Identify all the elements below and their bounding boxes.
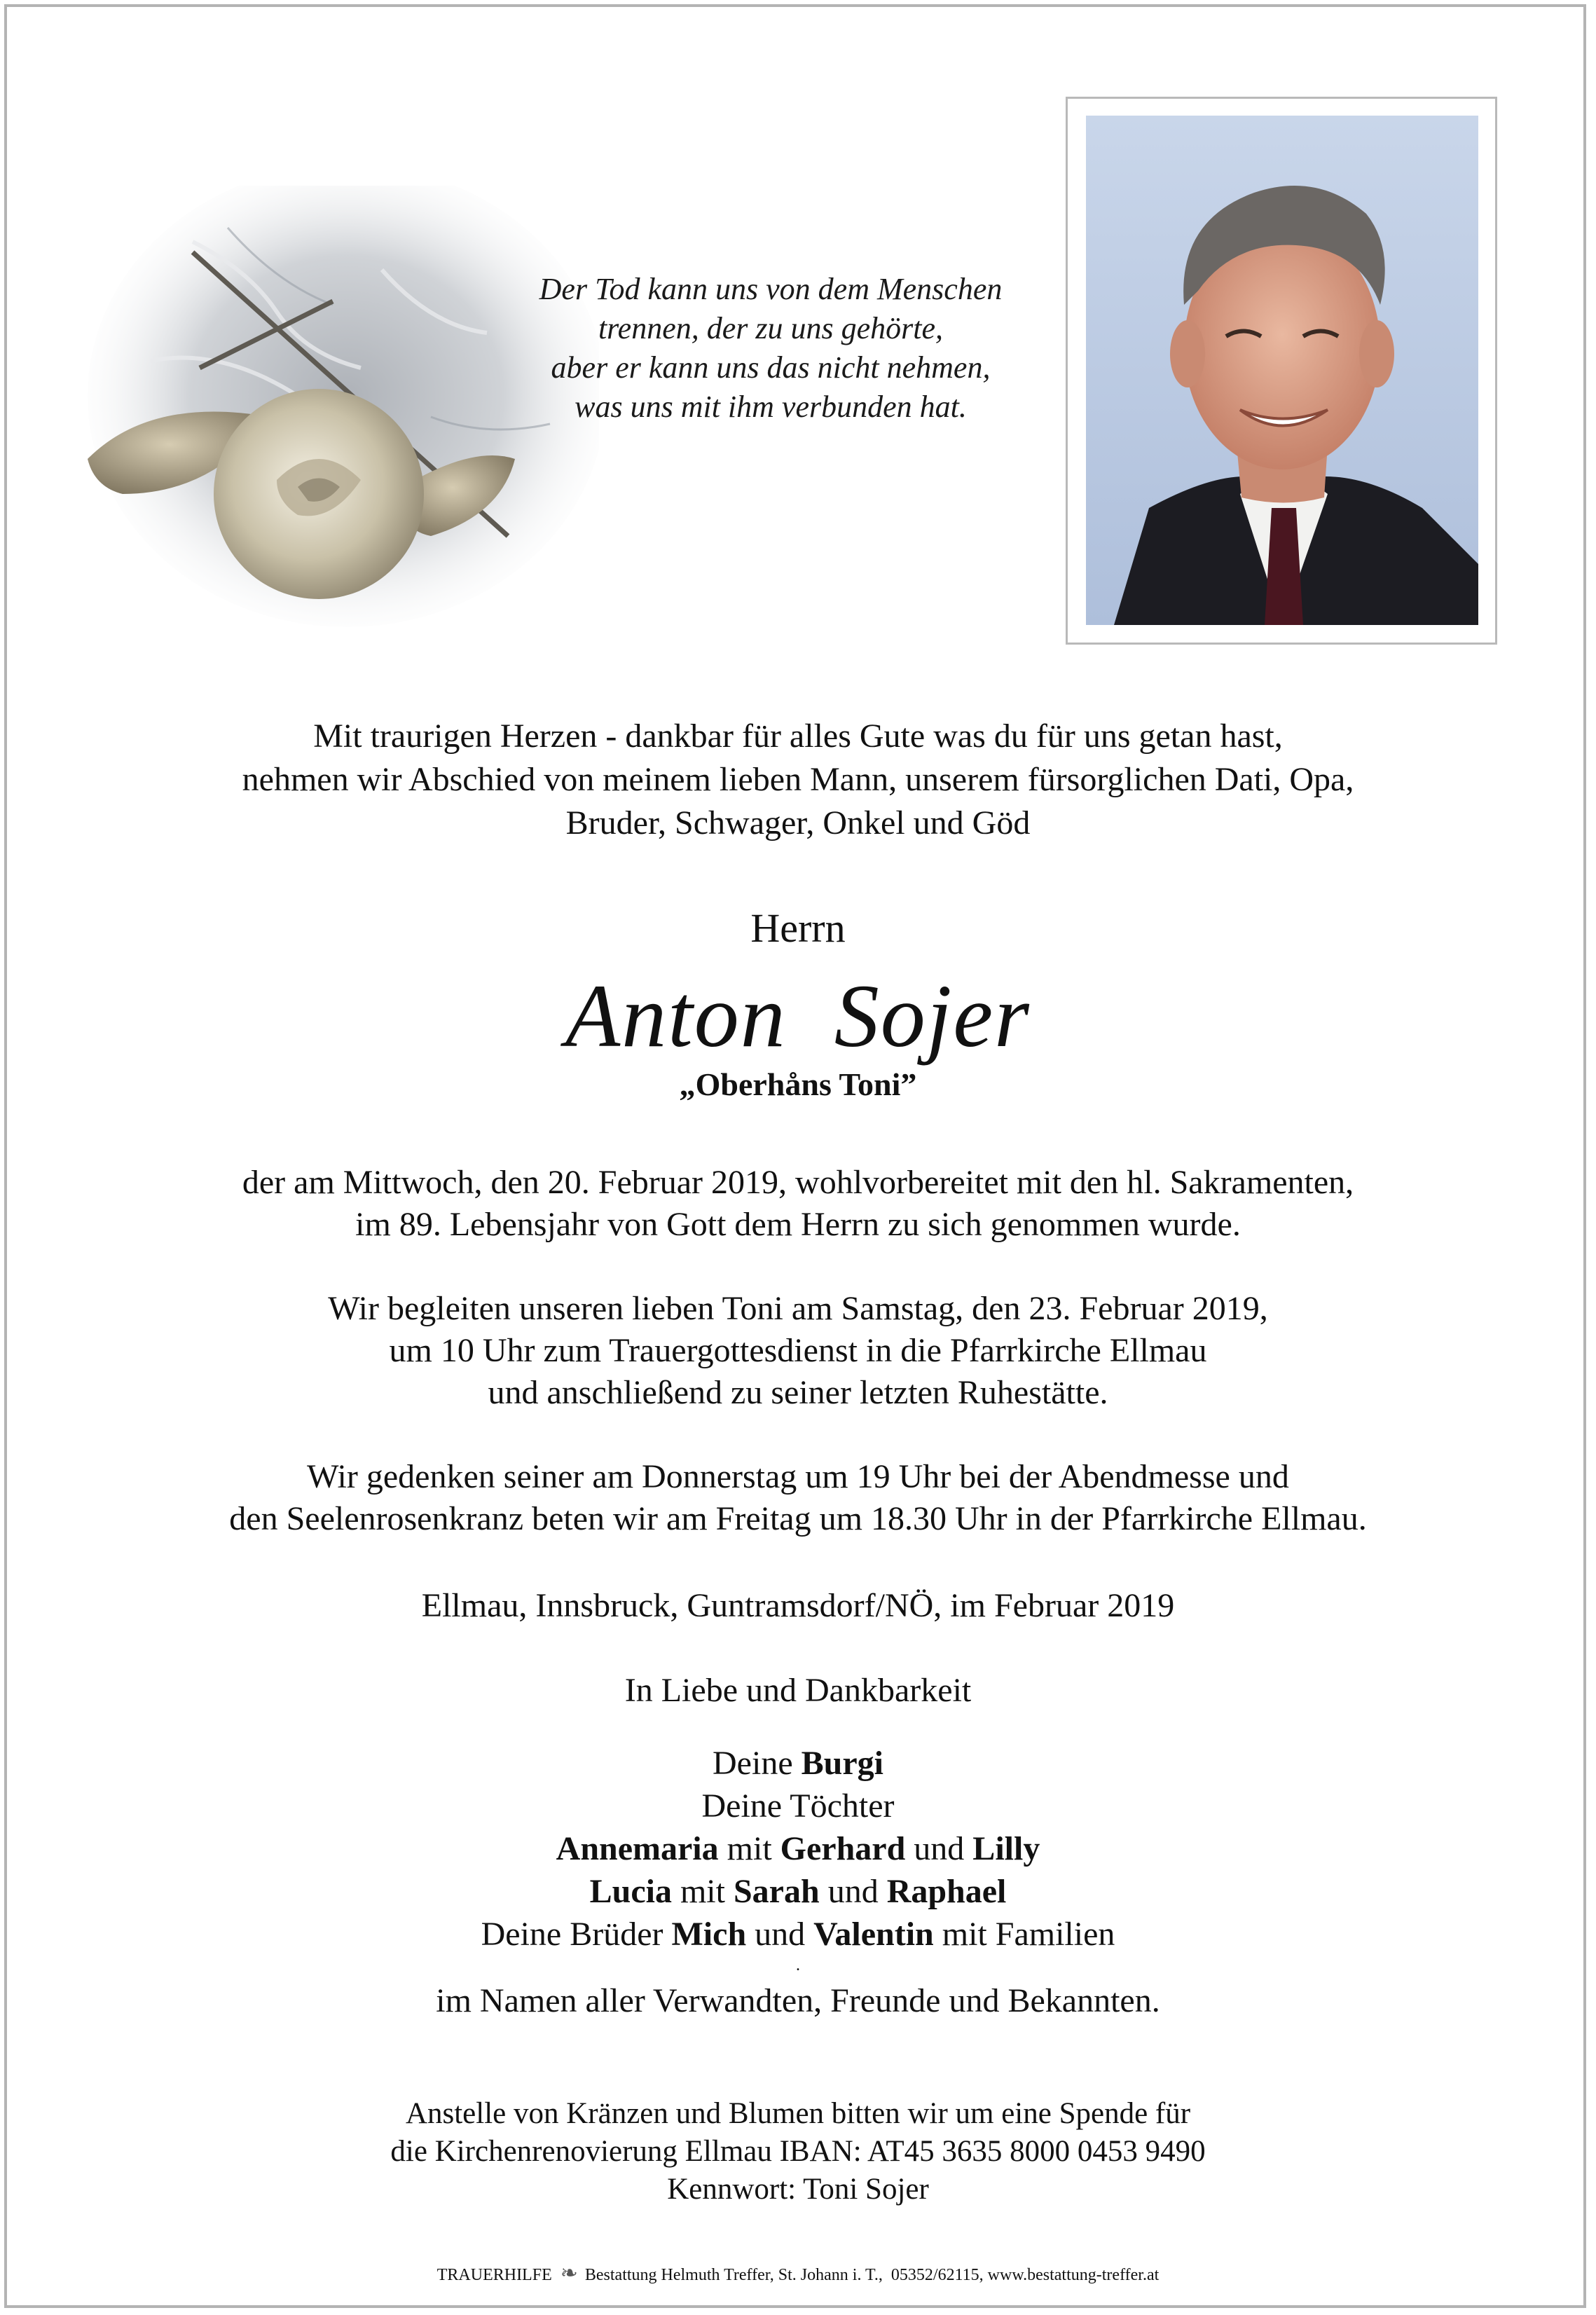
intro-line: nehmen wir Abschied von meinem lieben Mann, unserem fürsorglichen Dati, Opa,: [242, 761, 1354, 798]
daughters-label: Deine Töchter: [701, 1787, 895, 1825]
partner-name: Gerhard: [780, 1830, 906, 1867]
connector: mit: [718, 1830, 780, 1867]
intro-line: Bruder, Schwager, Onkel und Göd: [565, 804, 1031, 841]
footer: [0, 2263, 1596, 2286]
connector: mit: [671, 1873, 734, 1910]
child-name: Lilly: [972, 1830, 1040, 1867]
donation-line: die Kirchenrenovierung Ellmau IBAN: AT45 3635 8000 0453 9490: [390, 2135, 1206, 2168]
donation-line: Kennwort: Toni Sojer: [667, 2173, 929, 2206]
memorial-quote: [455, 270, 1086, 427]
portrait-icon: [1086, 116, 1478, 625]
memorial-line: den Seelenrosenkranz beten wir am Freitag um 18.30 Uhr in der Pfarrkirche Ellmau.: [229, 1500, 1367, 1537]
nickname: „Oberhåns Toni”: [679, 1066, 917, 1102]
family-list: [0, 1742, 1596, 1956]
quote-line: was uns mit ihm verbunden hat.: [575, 390, 967, 424]
intro-text: [0, 715, 1596, 845]
suffix-text: mit Familien: [933, 1916, 1115, 1953]
death-notice-line: der am Mittwoch, den 20. Februar 2019, wohlvorbereitet mit den hl. Sakramenten,: [242, 1164, 1354, 1201]
child-name: Sarah: [733, 1873, 820, 1910]
funeral-line: um 10 Uhr zum Trauergottesdienst in die Pfarrkirche Ellmau: [389, 1332, 1207, 1369]
portrait-photo: [1086, 116, 1478, 625]
salutation: Herrn: [750, 905, 846, 951]
daughter-name: Lucia: [589, 1873, 672, 1910]
funeral-info: [0, 1288, 1596, 1414]
prefix-text: Deine: [713, 1745, 802, 1782]
death-notice: [0, 1162, 1596, 1246]
connector: und: [819, 1873, 887, 1910]
brother-name: Mich: [671, 1916, 747, 1953]
family-daughter-1: [0, 1827, 1596, 1870]
death-notice-line: im 89. Lebensjahr von Gott dem Herrn zu sich genommen wurde.: [355, 1206, 1241, 1243]
place-date: Ellmau, Innsbruck, Guntramsdorf/NÖ, im Februar 2019: [421, 1587, 1175, 1624]
separator-dot: .: [796, 1956, 800, 1974]
funeral-line: und anschließend zu seiner letzten Ruhestätte.: [488, 1374, 1108, 1411]
donation-note: [0, 2095, 1596, 2208]
connector: und: [746, 1916, 814, 1953]
prefix-text: Deine Brüder: [481, 1916, 672, 1953]
donation-line: Anstelle von Kränzen und Blumen bitten wir um eine Spende für: [405, 2097, 1191, 2130]
intro-line: Mit traurigen Herzen - dankbar für alles Gute was du für uns getan hast,: [313, 717, 1283, 755]
footer-text: Bestattung Helmuth Treffer, St. Johann i. T., 05352/62115, www.bestattung-treffer.at: [584, 2266, 1160, 2284]
deceased-name: [0, 963, 1596, 1069]
quote-line: Der Tod kann uns von dem Menschen: [539, 272, 1003, 306]
deceased-name-text: Anton Sojer: [565, 966, 1031, 1066]
dove-icon: ❧: [560, 2262, 578, 2285]
memorial-info: [0, 1456, 1596, 1540]
child-name: Raphael: [886, 1873, 1007, 1910]
wife-name: Burgi: [801, 1745, 883, 1782]
quote-line: aber er kann uns das nicht nehmen,: [551, 350, 991, 385]
connector: und: [905, 1830, 973, 1867]
brother-name: Valentin: [813, 1916, 934, 1953]
family-daughter-2: [0, 1870, 1596, 1913]
closing-line: In Liebe und Dankbarkeit: [624, 1672, 972, 1709]
relatives-line: im Namen aller Verwandten, Freunde und Bekannten.: [436, 1982, 1160, 2019]
daughter-name: Annemaria: [556, 1830, 719, 1867]
footer-brand: TRAUERHILFE: [436, 2266, 552, 2284]
funeral-line: Wir begleiten unseren lieben Toni am Samstag, den 23. Februar 2019,: [328, 1290, 1268, 1327]
memorial-line: Wir gedenken seiner am Donnerstag um 19 Uhr bei der Abendmesse und: [307, 1458, 1289, 1495]
family-brothers: [0, 1913, 1596, 1956]
quote-line: trennen, der zu uns gehörte,: [598, 311, 944, 345]
family-wife: [0, 1742, 1596, 1785]
